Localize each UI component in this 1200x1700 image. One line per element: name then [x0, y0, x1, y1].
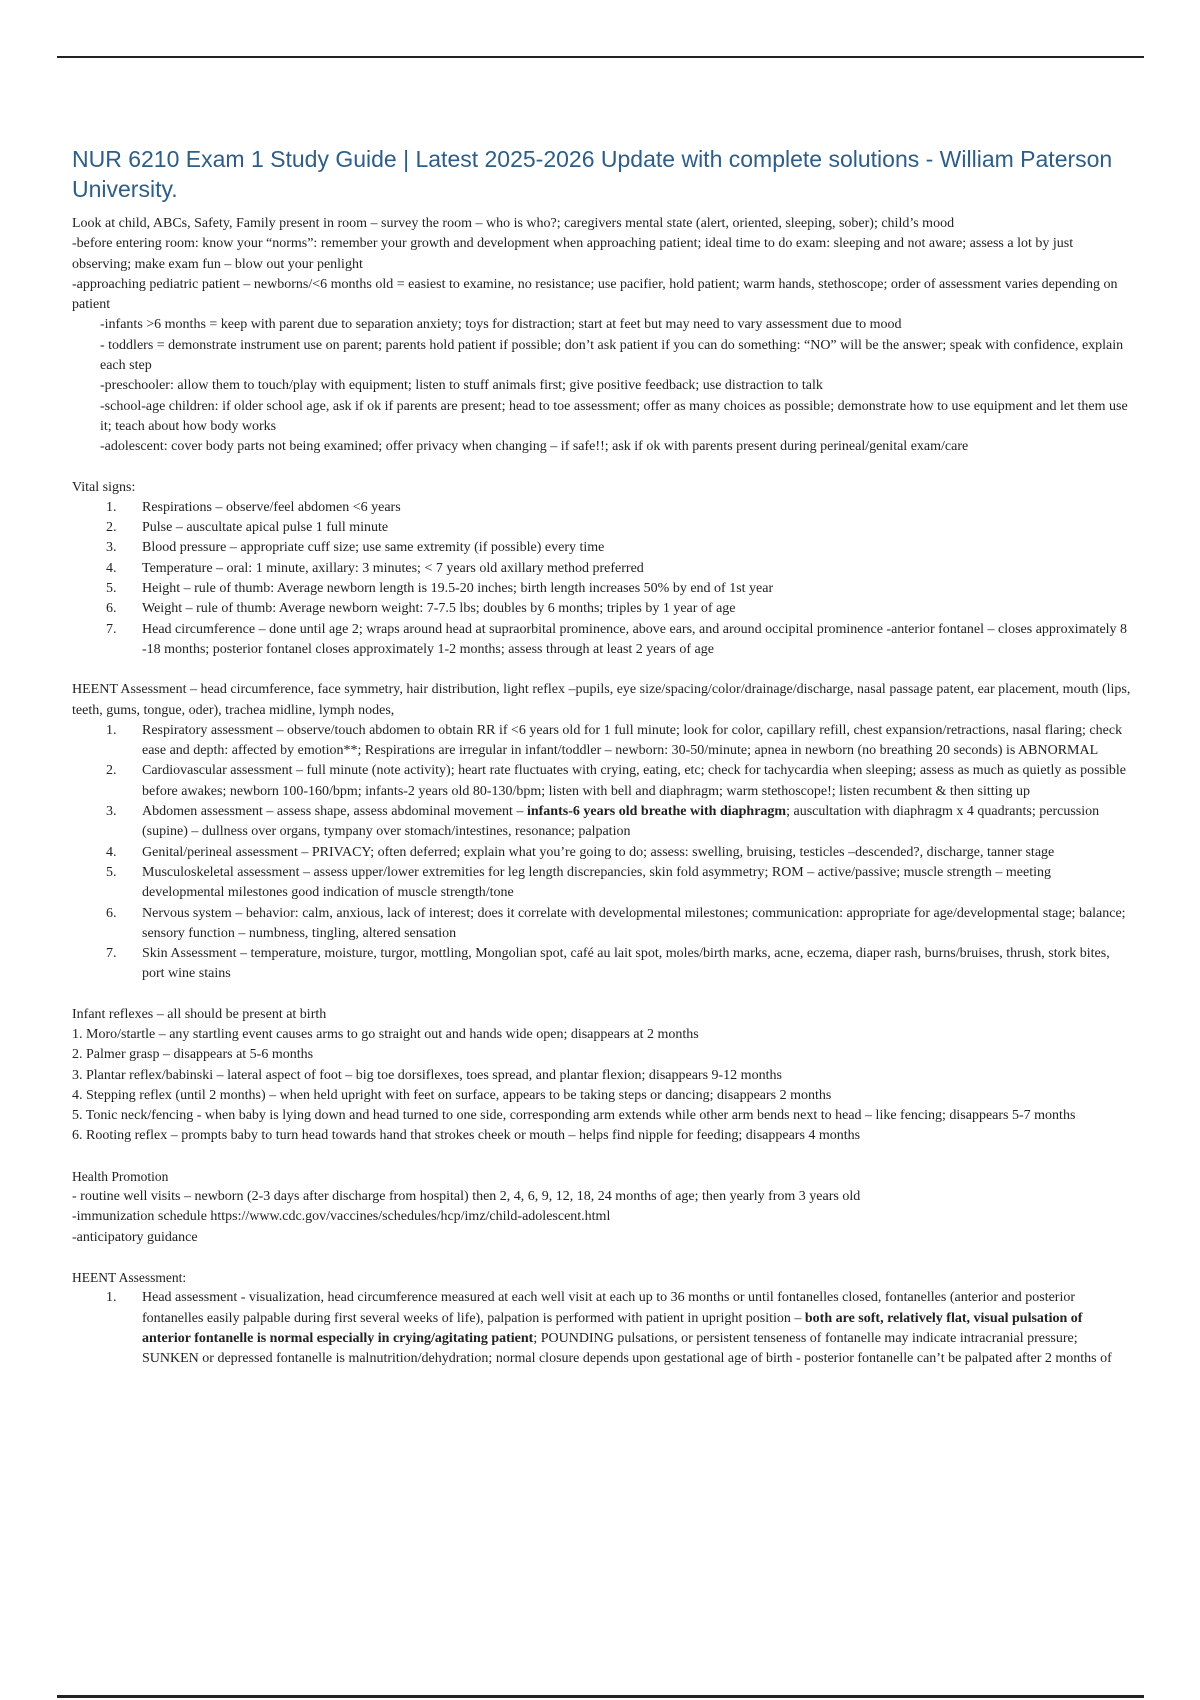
health-heading: Health Promotion — [72, 1168, 169, 1184]
intro-before: -before entering room: know your “norms”: remember your growth and development when approaching patient; ideal time to do exam: sleeping and not aware; assess a lot by just observing; make exam fun – blow out your penlight — [72, 236, 1074, 272]
list-item: 1. Respirations – observe/feel abdomen <6 years — [106, 499, 401, 515]
list-item: 1. Respiratory assessment – observe/touch abdomen to obtain RR if <6 years old for 1 full minute; look for color, capillary refill, chest expansion/retractions, nasal flaring; check ease and depth: affected by emotion**; Respirations are irregular in infant/toddler – newborn: 30-50/minute; apnea in newborn (no breathing 20 seconds) is ABNORMAL — [106, 722, 1123, 759]
vitals-list — [72, 498, 1132, 660]
list-item: 5. Musculoskeletal assessment – assess upper/lower extremities for leg length discrepancies, skin fold asymmetry; ROM – active/passive; muscle strength – meeting developmental milestones good indication of muscle strength/tone — [106, 864, 1052, 901]
list-item: 4. Temperature – oral: 1 minute, axillary: 3 minutes; < 7 years old axillary method preferred — [106, 560, 644, 576]
list-item: 2. Cardiovascular assessment – full minute (note activity); heart rate fluctuates with crying, eating, etc; check for tachycardia when sleeping; assess as much as quietly as possible before awakes; newborn 100-160/bpm; infants-2 years old 80-130/bpm; listen with bell and diaphragm; warm stethoscope!; listen recumbent & then sitting up — [106, 763, 1126, 799]
list-item: 6. Weight – rule of thumb: Average newborn weight: 7-7.5 lbs; doubles by 6 months; triples by 1 year of age — [106, 601, 736, 617]
reflex-item: 6. Rooting reflex – prompts baby to turn head towards hand that strokes cheek or mouth – helps find nipple for feeding; disappears 4 months — [72, 1128, 861, 1144]
list-item: 7. Skin Assessment – temperature, moisture, turgor, mottling, Mongolian spot, café au lait spot, moles/birth marks, acne, eczema, diaper rash, burns/bruises, thrush, stork bites, port wine stains — [106, 946, 1110, 982]
intro-school-age: -school-age children: if older school age, ask if ok if parents are present; head to toe assessment; offer as many choices as possible; demonstrate how to use equipment and let them use it; teach about how body works — [100, 398, 1128, 434]
reflexes-heading: Infant reflexes – all should be present at birth — [72, 1006, 327, 1022]
reflex-item: 4. Stepping reflex (until 2 months) – when held upright with feet on surface, appears to be taking steps or dancing; disappears 2 months — [72, 1087, 832, 1103]
intro-approaching: -approaching pediatric patient – newborns/<6 months old = easiest to examine, no resistance; use pacifier, hold patient; warm hands, stethoscope; order of assessment varies depending on patient — [72, 276, 1118, 313]
bottom-rule — [57, 1695, 1144, 1698]
heent2-heading: HEENT Assessment: — [72, 1269, 187, 1285]
list-item: 6. Nervous system – behavior: calm, anxious, lack of interest; does it correlate with developmental milestones; communication: appropriate for age/developmental stage; balance; sensory function – numbness, tingling, altered sensation — [106, 905, 1126, 941]
list-item: 7. Head circumference – done until age 2; wraps around head at supraorbital prominence, above ears, and around occipital prominence -anterior fontanel – closes approximately 8 -18 months; posterior fontanel closes approximately 1-2 months; assess through at least 2 years of age — [106, 621, 1128, 657]
health-item: - routine well visits – newborn (2-3 days after discharge from hospital) then 2, 4, 6, 9, 12, 18, 24 months of age; then yearly from 3 years old — [72, 1189, 861, 1205]
document-title: NUR 6210 Exam 1 Study Guide | Latest 2025-2026 Update with complete solutions - William Paterson University. — [72, 146, 1113, 202]
list-item: 3. Abdomen assessment – assess shape, assess abdominal movement – infants-6 years old breathe with diaphragm; auscultation with diaphragm x 4 quadrants; percussion (supine) – dullness over organs, tympany over stomach/intestines, resonance; palpation — [106, 804, 1100, 840]
heent-lead: HEENT Assessment – head circumference, face symmetry, hair distribution, light reflex –pupils, eye size/spacing/color/drainage/discharge, nasal passage patent, ear placement, mouth (lips, teeth, gums, tongue, oder), trachea midline, lymph nodes, — [72, 682, 1131, 718]
intro-adolescent: -adolescent: cover body parts not being examined; offer privacy when changing – if safe!!; ask if ok with parents present during perineal/genital exam/care — [100, 439, 969, 455]
intro-toddlers: - toddlers = demonstrate instrument use on parent; parents hold patient if possible; don’t ask patient if you can do something: “NO” will be the answer; speak with confidence, explain each step — [100, 337, 1124, 374]
reflex-item: 5. Tonic neck/fencing - when baby is lying down and head turned to one side, corresponding arm extends while other arm bends next to head – like fencing; disappears 5-7 months — [72, 1108, 1076, 1124]
list-item: 5. Height – rule of thumb: Average newborn length is 19.5-20 inches; birth length increases 50% by end of 1st year — [106, 581, 774, 597]
intro-first: Look at child, ABCs, Safety, Family present in room – survey the room – who is who?; caregivers mental state (alert, oriented, sleeping, sober); child’s mood — [72, 216, 955, 231]
heent-list — [72, 721, 1132, 985]
reflex-item: 3. Plantar reflex/babinski – lateral aspect of foot – big toe dorsiflexes, toes spread, and plantar flexion; disappears 9-12 months — [72, 1067, 782, 1083]
list-item: 3. Blood pressure – appropriate cuff size; use same extremity (if possible) every time — [106, 540, 605, 556]
vitals-heading: Vital signs: — [72, 479, 136, 495]
list-item: 2. Pulse – auscultate apical pulse 1 full minute — [106, 520, 389, 536]
document-page — [72, 144, 1132, 1369]
reflex-item: 2. Palmer grasp – disappears at 5-6 months — [72, 1047, 314, 1063]
heent2-list — [72, 1288, 1132, 1369]
intro-infants: -infants >6 months = keep with parent due to separation anxiety; toys for distraction; start at feet but may need to vary assessment due to mood — [100, 317, 902, 333]
reflex-item: 1. Moro/startle – any startling event causes arms to go straight out and hands wide open; disappears at 2 months — [72, 1026, 699, 1042]
list-item: 1. Head assessment - visualization, head circumference measured at each well visit at each up to 36 months or until fontanelles closed, fontanelles (anterior and posterior fontanelles easily palpable during first several weeks of life), palpation is performed with patient in upright position – both are soft, relatively flat, visual pulsation of anterior fontanelle is normal especially in crying/agitating patient; POUNDING pulsations, or persistent tenseness of fontanelle may indicate intracranial pressure; SUNKEN or depressed fontanelle is malnutrition/dehydration; normal closure depends upon gestational age of birth - posterior fontanelle can’t be palpated after 2 months of — [106, 1290, 1112, 1367]
health-item: -immunization schedule https://www.cdc.gov/vaccines/schedules/hcp/imz/child-adolescent.html — [72, 1209, 611, 1225]
health-item: -anticipatory guidance — [72, 1229, 198, 1245]
intro-preschooler: -preschooler: allow them to touch/play with equipment; listen to stuff animals first; give positive feedback; use distraction to talk — [100, 378, 823, 394]
list-item: 4. Genital/perineal assessment – PRIVACY; often deferred; explain what you’re going to do; assess: swelling, bruising, testicles –descended?, discharge, tanner stage — [106, 844, 1055, 860]
top-rule — [57, 56, 1144, 58]
